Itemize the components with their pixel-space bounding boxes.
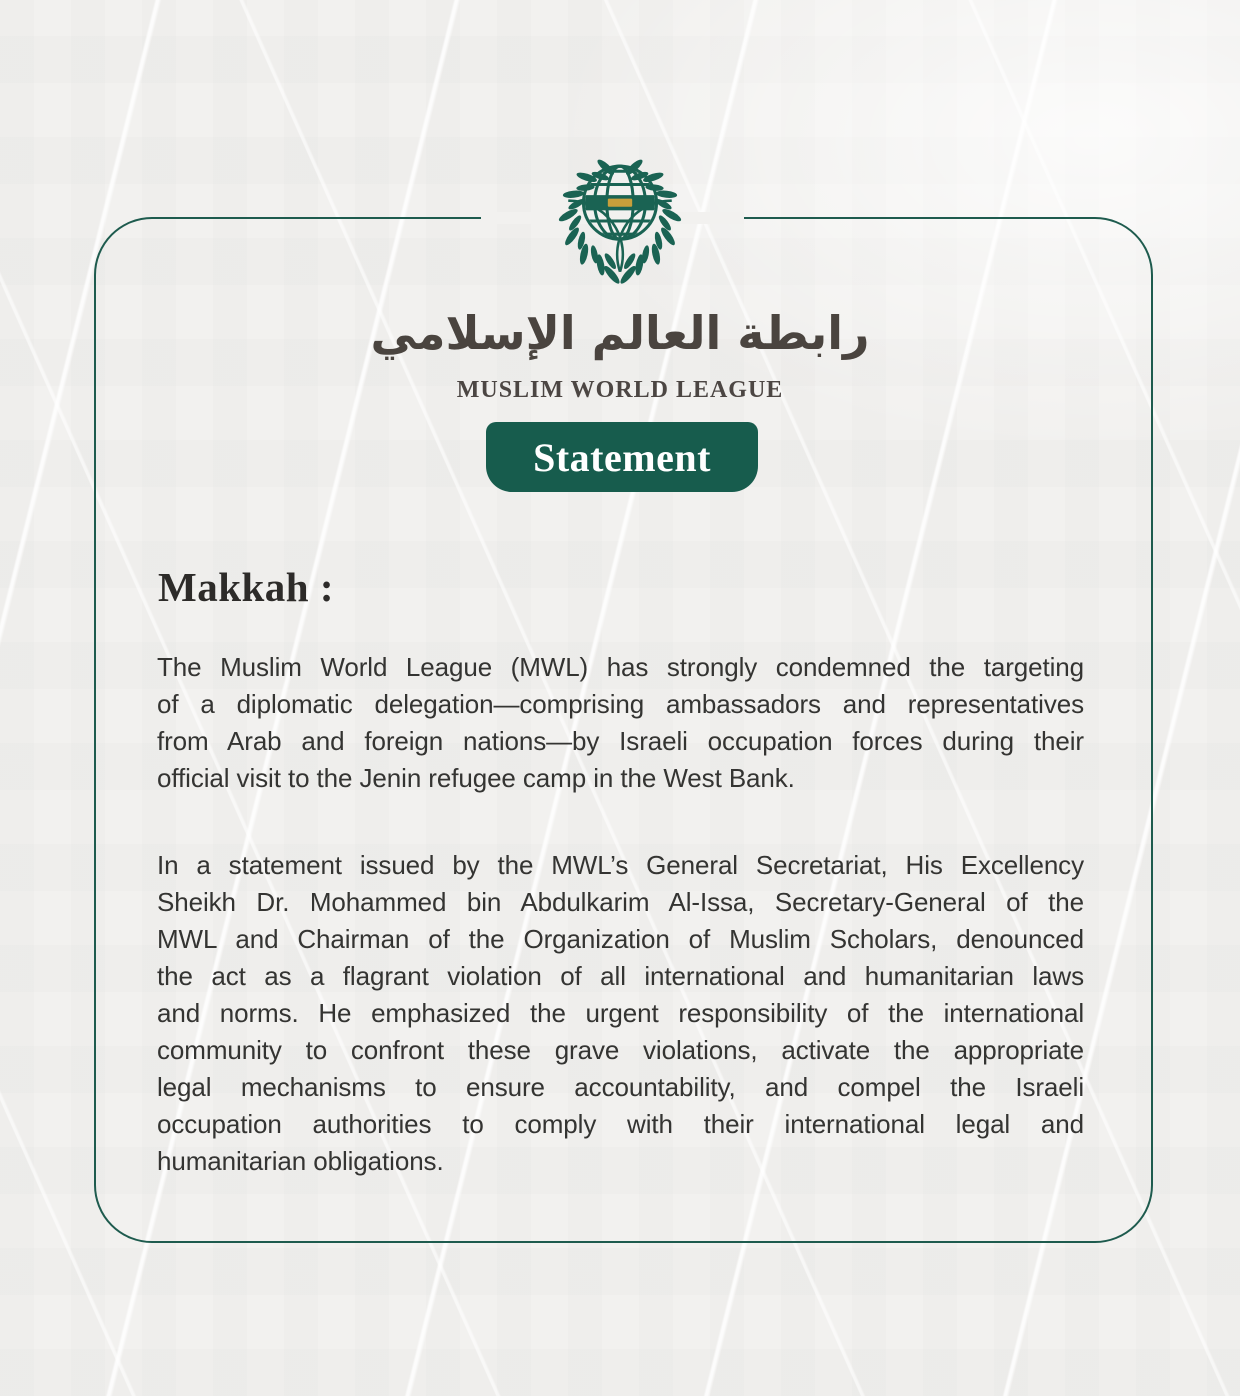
mwl-wreath-globe-icon (553, 152, 687, 290)
statement-paragraph-2 (157, 847, 1084, 1180)
statement-line: The Muslim World League (MWL) has strongly condemned the targeting (157, 652, 1084, 682)
statement-line: Sheikh Dr. Mohammed bin Abdulkarim Al-Issa, Secretary-General of the (157, 887, 1084, 917)
statement-text (157, 649, 1084, 1230)
statement-line: and norms. He emphasized the urgent responsibility of the international (157, 998, 1084, 1028)
statement-paragraph-1 (157, 649, 1084, 797)
statement-banner (486, 422, 758, 492)
logo-arabic-name: رابطة العالم الإسلامي (370, 306, 870, 360)
statement-line: In a statement issued by the MWL’s General Secretariat, His Excellency (157, 850, 1084, 880)
statement-line: official visit to the Jenin refugee camp in the West Bank. (157, 763, 795, 793)
location-heading: Makkah : (158, 564, 335, 610)
statement-line: of a diplomatic delegation—comprising ambassadors and representatives (157, 689, 1084, 719)
statement-line: the act as a flagrant violation of all international and humanitarian laws (157, 961, 1084, 991)
statement-banner-label: Statement (533, 434, 711, 480)
statement-line: MWL and Chairman of the Organization of Muslim Scholars, denounced (157, 924, 1084, 954)
statement-line: from Arab and foreign nations—by Israeli occupation forces during their (157, 726, 1084, 756)
statement-line: occupation authorities to comply with their international legal and (157, 1109, 1084, 1139)
statement-line: legal mechanisms to ensure accountability, and compel the Israeli (157, 1072, 1084, 1102)
statement-line: humanitarian obligations. (157, 1146, 444, 1176)
logo-english-name: MUSLIM WORLD LEAGUE (456, 377, 784, 403)
statement-line: community to confront these grave violations, activate the appropriate (157, 1035, 1084, 1065)
